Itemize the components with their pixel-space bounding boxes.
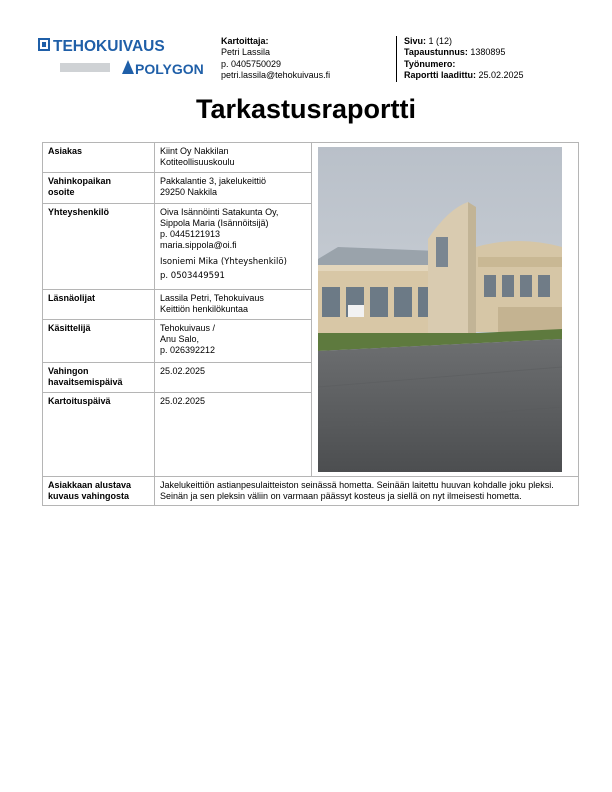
label-yhteys: Yhteyshenkilö	[43, 203, 155, 289]
label-havaitsemis	[43, 362, 155, 393]
kasittelija-line-1: Tehokuivaus /	[160, 323, 216, 334]
mapper-label: Kartoittaja:	[221, 36, 269, 46]
yhteys-line-2: Sippola Maria (Isännöitsijä)	[160, 217, 269, 228]
logo-text-2: POLYGON	[135, 61, 204, 77]
value-havaitsemis: 25.02.2025	[155, 362, 312, 393]
kuvaus-label-2: kuvaus vahingosta	[48, 491, 130, 501]
value-kasittelija	[155, 320, 312, 362]
mapper-phone: p. 0405750029	[221, 58, 282, 69]
lasna-line-2: Keittiön henkilökuntaa	[160, 304, 249, 315]
osoite-line-1: Pakkalantie 3, jakelukeittiö	[160, 176, 267, 187]
value-kartoitus: 25.02.2025	[155, 393, 312, 477]
kasittelija-line-2: Anu Salo,	[160, 334, 200, 345]
label-osoite	[43, 173, 155, 203]
label-asiakas: Asiakas	[43, 143, 155, 173]
osoite-line-2: 29250 Nakkila	[160, 187, 218, 198]
header-mapper	[221, 36, 330, 81]
yhteys-line-6: p. 0503449591	[160, 270, 225, 281]
page-label: Sivu:	[404, 36, 427, 46]
value-osoite	[155, 173, 312, 203]
osoite-label-1: Vahinkopaikan	[48, 176, 112, 187]
value-yhteys	[155, 203, 312, 289]
page-value: 1 (12)	[428, 36, 453, 46]
yhteys-line-4[interactable]: maria.sippola@oi.fi	[160, 239, 237, 250]
label-kartoitus: Kartoituspäivä	[43, 393, 155, 477]
logo-text-1: TEHOKUIVAUS	[53, 38, 165, 55]
mapper-name: Petri Lassila	[221, 47, 271, 58]
header-report-info	[404, 36, 524, 81]
date-value: 25.02.2025	[478, 69, 524, 80]
table-row	[43, 143, 579, 173]
table-row	[43, 477, 579, 506]
mapper-email[interactable]: petri.lassila@tehokuivaus.fi	[221, 69, 331, 80]
label-kasittelija: Käsittelijä	[43, 320, 155, 362]
company-logo	[38, 36, 216, 80]
value-lasna	[155, 290, 312, 320]
page-title: Tarkastusraportti	[195, 94, 417, 124]
building-photo	[318, 147, 562, 472]
header-divider	[396, 36, 397, 82]
yhteys-line-3: p. 0445121913	[160, 228, 221, 239]
logo-mark	[122, 60, 134, 74]
lasna-line-1: Lassila Petri, Tehokuivaus	[160, 293, 264, 304]
value-asiakas	[155, 143, 312, 173]
work-label: Työnumero:	[404, 58, 456, 69]
value-kuvaus: Jakelukeittiön astianpesulaitteiston seinässä hometta. Seinään laitettu huuvan kohdalle joku pleksi. Seinän ja sen pleksin väliin on varmaan päässyt kosteus ja siellä on nyt ilmeisesti hometta.	[155, 477, 579, 506]
date-label: Raportti laadittu:	[404, 69, 476, 80]
asiakas-line-2: Kotiteollisuuskoulu	[160, 157, 235, 167]
case-value: 1380895	[470, 47, 506, 58]
yhteys-line-5: Isoniemi Mika (Yhteyshenkilö)	[160, 256, 287, 267]
kuvaus-label-1: Asiakkaan alustava	[48, 480, 132, 490]
report-info-table	[42, 142, 579, 506]
yhteys-line-1: Oiva Isännöinti Satakunta Oy,	[160, 206, 279, 217]
osoite-label-2: osoite	[48, 187, 75, 198]
havaitsemis-label-2: havaitsemispäivä	[48, 376, 123, 387]
kasittelija-line-3: p. 026392212	[160, 345, 216, 356]
asiakas-line-1: Kiint Oy Nakkilan	[160, 146, 229, 156]
label-lasna: Läsnäolijat	[43, 290, 155, 320]
havaitsemis-label-1: Vahingon	[48, 365, 89, 376]
label-kuvaus	[43, 477, 155, 506]
case-label: Tapaustunnus:	[404, 47, 468, 58]
building-photo-cell	[312, 143, 579, 477]
